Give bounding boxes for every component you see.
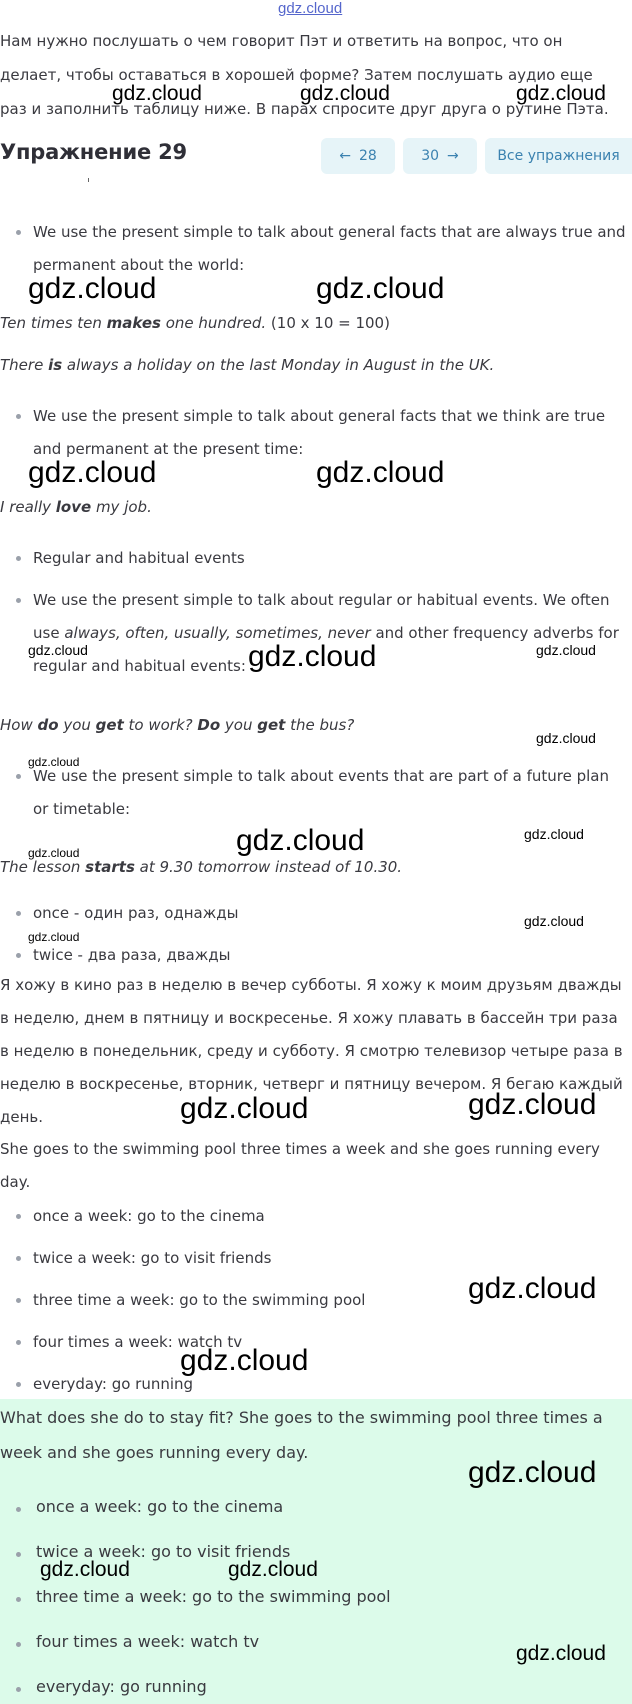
- rule-future-plan: We use the present simple to talk about events that are part of a future plan or timetable:: [33, 767, 609, 818]
- example-holiday: There is always a holiday on the last Monday in August in the UK.: [0, 356, 495, 374]
- next-exercise-button[interactable]: [403, 138, 477, 174]
- watermark: gdz.cloud: [28, 930, 80, 944]
- bullet-dot: [16, 1552, 21, 1557]
- answer-item: four times a week: watch tv: [36, 1632, 260, 1651]
- example-lesson-starts: The lesson starts at 9.30 tomorrow instead of 10.30.: [0, 858, 403, 876]
- watermark: gdz.cloud: [28, 456, 157, 489]
- rule-heading-habitual: Regular and habitual events: [33, 549, 245, 567]
- watermark: gdz.cloud: [180, 1092, 309, 1125]
- watermark: gdz.cloud: [112, 82, 202, 105]
- rule-general-facts: We use the present simple to talk about general facts that are always true and permanent about the world:: [33, 223, 626, 274]
- clipped-text-line: [0, 178, 632, 194]
- schedule-item: four times a week: watch tv: [33, 1333, 243, 1351]
- answer-paragraph: What does she do to stay fit? She goes to the swimming pool three times a week and she goes running every day.: [0, 1408, 603, 1462]
- watermark: gdz.cloud: [236, 824, 365, 857]
- watermark: gdz.cloud: [516, 82, 606, 105]
- watermark: gdz.cloud: [228, 1558, 318, 1581]
- watermark: gdz.cloud: [524, 826, 584, 842]
- watermark: gdz.cloud: [28, 272, 157, 305]
- watermark: gdz.cloud: [40, 1558, 130, 1581]
- task-description: Нам нужно послушать о чем говорит Пэт и ответить на вопрос, что он делает, чтобы оставаться в хорошей форме? Затем послушать аудио еще раз и заполнить таблицу ниже. В парах спросите друг друга о рутине Пэта.: [0, 32, 609, 118]
- prev-exercise-label: 28: [358, 148, 377, 164]
- bullet-dot: [16, 1214, 21, 1219]
- watermark: gdz.cloud: [300, 82, 390, 105]
- answer-item: three time a week: go to the swimming pool: [36, 1587, 391, 1606]
- bullet-dot: [16, 598, 21, 603]
- watermark: gdz.cloud: [524, 913, 584, 929]
- next-exercise-label: 30: [421, 148, 440, 164]
- watermark: gdz.cloud: [516, 1642, 606, 1665]
- bullet-dot: [16, 1687, 21, 1692]
- example-love-job: I really love my job.: [0, 498, 152, 516]
- site-logo-link[interactable]: gdz.cloud: [278, 0, 343, 17]
- watermark: gdz.cloud: [316, 456, 445, 489]
- arrow-right-icon: →: [447, 148, 459, 164]
- example-get-to-work: How do you get to work? Do you get the bus?: [0, 716, 355, 734]
- schedule-item: everyday: go running: [33, 1375, 194, 1393]
- bullet-dot: [16, 1507, 21, 1512]
- prev-exercise-button[interactable]: [321, 138, 395, 174]
- answer-item: once a week: go to the cinema: [36, 1497, 284, 1516]
- bullet-dot: [16, 1597, 21, 1602]
- rule-habitual-events: We use the present simple to talk about regular or habitual events. We often use always, often, usually, sometimes, never and other frequency adverbs for regular and habitual events:: [33, 591, 619, 675]
- bullet-dot: [16, 1256, 21, 1261]
- bullet-dot: [16, 1340, 21, 1345]
- answer-item: everyday: go running: [36, 1677, 207, 1696]
- watermark: gdz.cloud: [468, 1272, 597, 1305]
- watermark: gdz.cloud: [316, 272, 445, 305]
- bullet-dot: [16, 230, 21, 235]
- schedule-item: twice a week: go to visit friends: [33, 1249, 272, 1267]
- watermark: gdz.cloud: [28, 755, 80, 769]
- exercise-title: Упражнение 29: [0, 140, 187, 164]
- arrow-left-icon: ←: [339, 148, 351, 164]
- vocab-item: twice - два раза, дважды: [33, 946, 231, 964]
- bullet-dot: [16, 414, 21, 419]
- schedule-item: three time a week: go to the swimming pool: [33, 1291, 366, 1309]
- summary-paragraph: She goes to the swimming pool three times a week and she goes running every day.: [0, 1140, 600, 1191]
- answer-item: twice a week: go to visit friends: [36, 1542, 291, 1561]
- all-exercises-label: Все упражнения: [497, 148, 620, 164]
- translation-paragraph: Я хожу в кино раз в неделю в вечер субботы. Я хожу к моим друзьям дважды в неделю, днем в пятницу и воскресенье. Я хожу плавать в бассейн три раза в неделю в понедельник, среду и субботу. Я смотрю телевизор четыре раза в неделю в воскресенье, вторник, четверг и пятницу вечером. Я бегаю каждый день.: [0, 976, 623, 1126]
- watermark: gdz.cloud: [248, 640, 377, 673]
- example-ten-times: Ten times ten makes one hundred. (10 x 10 = 100): [0, 314, 390, 332]
- bullet-dot: [16, 953, 21, 958]
- bullet-dot: [16, 1382, 21, 1387]
- rule-present-facts: We use the present simple to talk about general facts that we think are true and permanent at the present time:: [33, 407, 606, 458]
- schedule-item: once a week: go to the cinema: [33, 1207, 265, 1225]
- watermark: gdz.cloud: [28, 846, 80, 860]
- watermark: gdz.cloud: [468, 1456, 597, 1489]
- bullet-dot: [16, 911, 21, 916]
- vocab-item: once - один раз, однажды: [33, 904, 239, 922]
- watermark: gdz.cloud: [28, 642, 88, 658]
- bullet-dot: [16, 1298, 21, 1303]
- watermark: gdz.cloud: [536, 642, 596, 658]
- all-exercises-button[interactable]: [485, 138, 632, 174]
- bullet-dot: [16, 774, 21, 779]
- watermark: gdz.cloud: [536, 730, 596, 746]
- watermark: gdz.cloud: [180, 1344, 309, 1377]
- watermark: gdz.cloud: [468, 1088, 597, 1121]
- bullet-dot: [16, 1642, 21, 1647]
- bullet-dot: [16, 556, 21, 561]
